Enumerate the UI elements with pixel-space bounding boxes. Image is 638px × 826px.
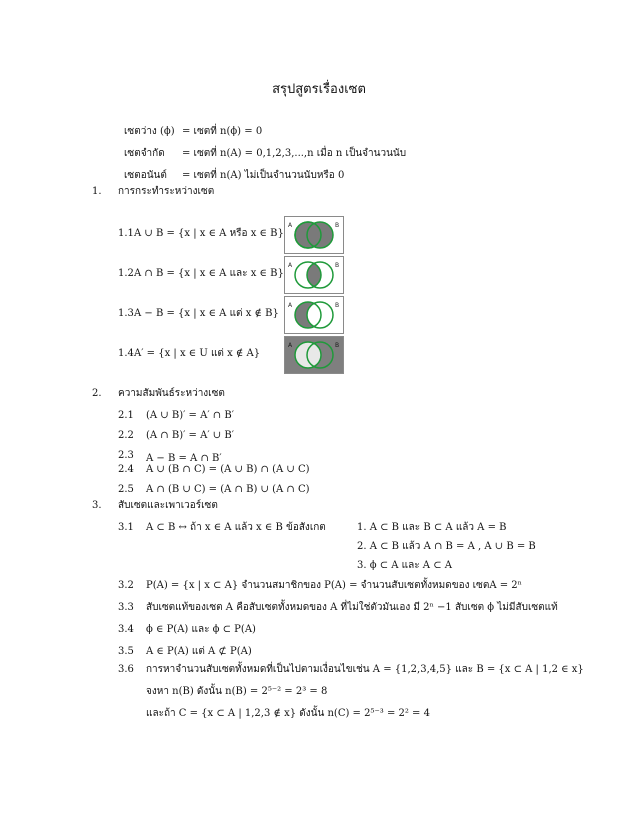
venn-label-b: B bbox=[335, 302, 340, 309]
item-2-1-number: 2.1 bbox=[118, 410, 134, 421]
venn-complement-diagram bbox=[284, 336, 344, 374]
section1-title: การกระทำระหว่างเซต bbox=[118, 186, 215, 197]
item-2-5-number: 2.5 bbox=[118, 484, 134, 495]
def-empty-set-term: เซตว่าง (ϕ) bbox=[124, 126, 175, 137]
item-1-3-number: 1.3 bbox=[118, 308, 134, 319]
item-3-6-text: การหาจำนวนสับเซตทั้งหมดที่เป็นไปตามเงื่อนไขเช่น A = {1,2,3,4,5} และ B = {x ⊂ A | 1,2 ∈ x} bbox=[146, 664, 584, 675]
item-2-2-number: 2.2 bbox=[118, 430, 134, 441]
item-1-1-formula: A ∪ B = {x | x ∈ A หรือ x ∈ B} bbox=[134, 228, 284, 239]
def-empty-set-eq: = เซตที่ n(ϕ) = 0 bbox=[182, 126, 263, 137]
item-3-1-text: A ⊂ B ↔ ถ้า x ∈ A แล้ว x ∈ B ข้อสังเกต bbox=[146, 522, 326, 533]
def-infinite-set-eq: = เซตที่ n(A) ไม่เป็นจำนวนนับหรือ 0 bbox=[182, 170, 345, 181]
section3-number: 3. bbox=[92, 500, 102, 511]
page-title: สรุปสูตรเรื่องเซต bbox=[272, 82, 366, 97]
item-3-4-text: ϕ ∈ P(A) และ ϕ ⊂ P(A) bbox=[146, 624, 256, 635]
venn-label-a: A bbox=[288, 342, 293, 349]
item-1-4-number: 1.4 bbox=[118, 348, 134, 359]
item-1-2-formula: A ∩ B = {x | x ∈ A และ x ∈ B} bbox=[134, 268, 284, 279]
item-2-4-number: 2.4 bbox=[118, 464, 134, 475]
venn-label-b: B bbox=[335, 342, 340, 349]
def-finite-set-eq: = เซตที่ n(A) = 0,1,2,3,...,n เมื่อ n เป็นจำนวนนับ bbox=[182, 148, 407, 159]
def-finite-set-term: เซตจำกัด bbox=[124, 148, 165, 159]
item-3-3-number: 3.3 bbox=[118, 602, 134, 613]
venn-label-b: B bbox=[335, 262, 340, 269]
item-3-4-number: 3.4 bbox=[118, 624, 134, 635]
venn-union-diagram bbox=[284, 216, 344, 254]
item-1-4-formula: A′ = {x | x ∈ U แต่ x ∉ A} bbox=[134, 348, 261, 359]
venn-label-a: A bbox=[288, 302, 293, 309]
section1-number: 1. bbox=[92, 186, 102, 197]
item-2-3-formula: A − B = A ∩ B′ bbox=[146, 453, 222, 464]
item-3-1-number: 3.1 bbox=[118, 522, 134, 533]
venn-label-a: A bbox=[288, 262, 293, 269]
section3-title: สับเซตและเพาเวอร์เซต bbox=[118, 500, 218, 511]
item-2-5-formula: A ∩ (B ∪ C) = (A ∩ B) ∪ (A ∩ C) bbox=[146, 484, 310, 495]
section2-number: 2. bbox=[92, 388, 102, 399]
item-3-5-text: A ∈ P(A) แต่ A ⊄ P(A) bbox=[146, 646, 252, 657]
item-3-3-text: สับเซตแท้ของเซต A คือสับเซตทั้งหมดของ A ที่ไม่ใช่ตัวมันเอง มี 2ⁿ −1 สับเซต ϕ ไม่มีสับเซตแท้ bbox=[146, 602, 558, 613]
item-3-6-number: 3.6 bbox=[118, 664, 134, 675]
item-3-2-number: 3.2 bbox=[118, 580, 134, 591]
note-2: 2. A ⊂ B แล้ว A ∩ B = A , A ∪ B = B bbox=[357, 541, 536, 552]
venn-difference-diagram bbox=[284, 296, 344, 334]
item-2-1-formula: (A ∪ B)′ = A′ ∩ B′ bbox=[146, 410, 234, 421]
venn-label-b: B bbox=[335, 222, 340, 229]
item-3-5-number: 3.5 bbox=[118, 646, 134, 657]
item-2-3-number: 2.3 bbox=[118, 450, 134, 461]
def-infinite-set-term: เซตอนันต์ bbox=[124, 170, 167, 181]
item-3-6-find-nb: จงหา n(B) ดังนั้น n(B) = 2⁵⁻² = 2³ = 8 bbox=[146, 686, 328, 697]
note-3: 3. ϕ ⊂ A และ A ⊂ A bbox=[357, 560, 452, 571]
item-1-3-formula: A − B = {x | x ∈ A แต่ x ∉ B} bbox=[134, 308, 279, 319]
venn-intersection-diagram bbox=[284, 256, 344, 294]
section2-title: ความสัมพันธ์ระหว่างเซต bbox=[118, 388, 225, 399]
item-3-6-find-nc: และถ้า C = {x ⊂ A | 1,2,3 ∉ x} ดังนั้น n(C) = 2⁵⁻³ = 2² = 4 bbox=[146, 708, 430, 719]
item-2-4-formula: A ∪ (B ∩ C) = (A ∪ B) ∩ (A ∪ C) bbox=[146, 464, 310, 475]
item-1-1-number: 1.1 bbox=[118, 228, 134, 239]
item-1-2-number: 1.2 bbox=[118, 268, 134, 279]
venn-label-a: A bbox=[288, 222, 293, 229]
item-3-2-text: P(A) = {x | x ⊂ A} จำนวนสมาชิกของ P(A) = จำนวนสับเซตทั้งหมดของ เซตA = 2ⁿ bbox=[146, 580, 522, 591]
note-1: 1. A ⊂ B และ B ⊂ A แล้ว A = B bbox=[357, 522, 507, 533]
item-2-2-formula: (A ∩ B)′ = A′ ∪ B′ bbox=[146, 430, 234, 441]
